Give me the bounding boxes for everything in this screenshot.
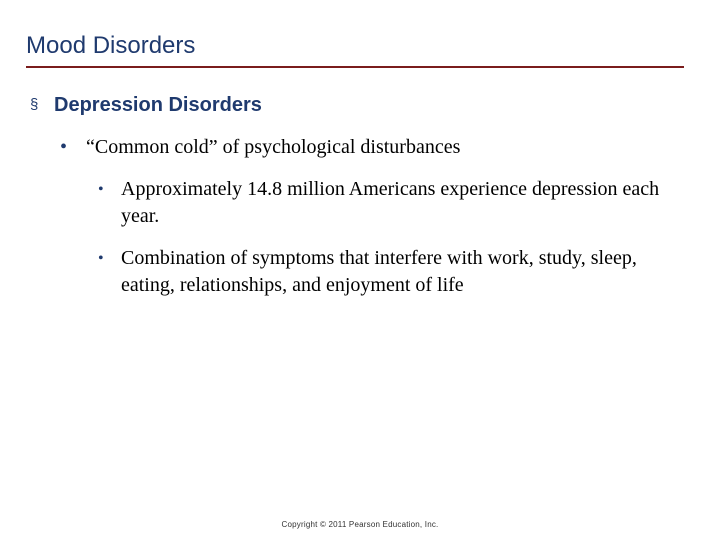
slide-title: Mood Disorders — [26, 32, 196, 59]
bullet-level3-text: Combination of symptoms that interfere with work, study, sleep, eating, relationships, and enjoyment of life — [121, 247, 637, 296]
dot-bullet-icon: • — [98, 250, 104, 267]
copyright-footer: Copyright © 2011 Pearson Education, Inc. — [281, 520, 439, 529]
dot-bullet-icon: • — [98, 181, 104, 198]
bullet-level1-text: Depression Disorders — [54, 94, 262, 116]
bullet-level3-item — [98, 245, 678, 299]
square-bullet-icon: § — [30, 96, 39, 113]
bullet-level3-text: Approximately 14.8 million Americans experience depression each year. — [121, 178, 660, 227]
title-divider — [26, 66, 684, 68]
bullet-level3-item — [98, 176, 678, 230]
bullet-level2-text: “Common cold” of psychological disturbances — [86, 136, 461, 158]
dot-bullet-icon: • — [60, 136, 68, 158]
